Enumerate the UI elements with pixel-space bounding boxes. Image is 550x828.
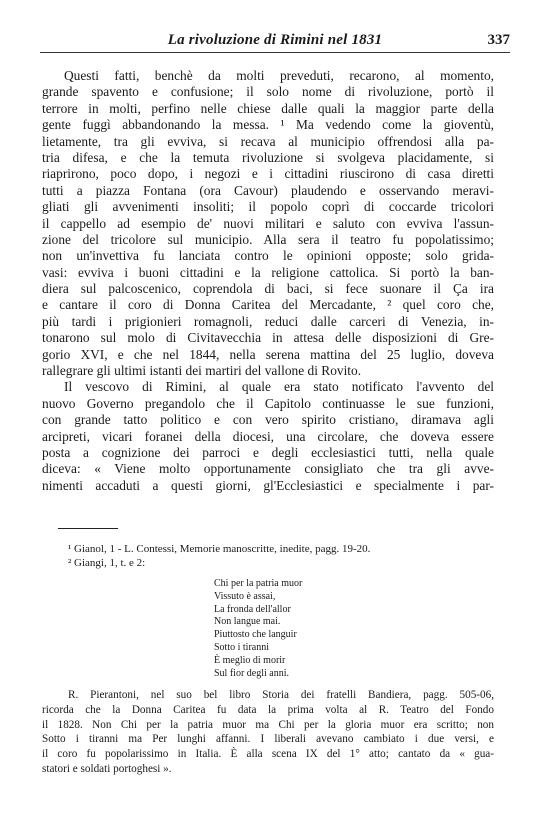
body-line: gente fuggì abbandonando la messa. ¹ Ma vedendo come la gioventù, [42,117,494,133]
body-line: e cantare il coro di Donna Caritea del Mercadante, ² quel coro che, [42,297,494,313]
poem-quote [214,578,302,680]
poem-line: Sul fior degli anni. [214,667,289,679]
note-line: statori e soldati portoghesi ». [42,762,172,775]
note-line: ricorda che la Donna Caritea fu data la prima volta al R. Teatro del Fondo [42,703,494,716]
body-line: arcipreti, vicari foranei della diocesi, una circolare, che doveva essere [42,428,494,444]
body-line: Il vescovo di Rimini, al quale era stato notificato l'avvento del [64,379,494,395]
main-text [42,68,494,494]
footnote-commentary [42,688,494,777]
poem-line: È meglio di morir [214,654,286,666]
poem-line: La fronda dell'allor [214,603,291,615]
body-line: riaprirono, poco dopo, i negozi e i cittadini riuscirono di casa diretti [42,166,494,182]
note-line: Sotto i tiranni ma Per lunghi affanni. I liberali avevano cambiato i due versi, e [42,733,494,746]
body-line: vasi: evviva i buoni cittadini e la religione cattolica. Si portò la ban- [42,264,494,280]
footnote-2: ² Giangi, 1, t. e 2: [68,557,146,569]
body-line: più tardi i prigionieri romagnoli, reduci dalle carceri di Venezia, in- [42,313,494,329]
note-line: il 1828. Non Chi per la patria muor ma Chi per la gloria muor era scritto; non [42,718,494,731]
body-line: con grande tatto politico e con vero spirito cristiano, diramava agli [42,412,494,428]
poem-line: Sotto i tiranni [214,641,269,653]
running-title: La rivoluzione di Rimini nel 1831 [167,32,383,48]
poem-line: Vissuto è assai, [214,590,276,602]
body-line: nuovo Governo pregandolo che il Capitolo continuasse le sue funzioni, [42,395,494,411]
footnotes [42,542,494,570]
body-line: zione del tricolore sul municipio. Alla sera il teatro fu popolatissimo; [42,231,494,247]
body-line: nimenti accaduti a questi giorni, gl'Ecclesiastici e specialmente i par- [42,477,494,493]
body-line: tria difesa, e che la temuta rivoluzione si svolgeva placidamente, si [42,149,494,165]
page-number: 337 [487,32,510,48]
body-line: gliati gli avvenimenti insoliti; il popolo coprì di coccarde tricolori [42,199,494,215]
poem-line: Chi per la patria muor [214,578,303,589]
note-line: R. Pierantoni, nel suo bel libro Storia dei fratelli Bandiera, pagg. 505-06, [68,689,494,701]
body-line: Questi fatti, benchè da molti preveduti, recarono, al momento, [64,68,494,83]
footnote-rule [58,528,118,529]
header-rule [40,52,510,53]
body-line: posta a cognizione dei parroci e degli ecclesiastici tutti, nella quale [42,444,494,460]
body-line: terrore in molti, perfino nelle chiese dalle quali la maggior parte della [42,100,494,116]
running-header [40,32,510,56]
body-line: gorio XVI, e che nel 1844, nella serena mattina del 25 luglio, doveva [42,346,494,362]
body-line: tutti a piazza Fontana (ora Cavour) plaudendo e osservando meravi- [42,182,494,198]
body-line: lietamente, tra gli evviva, si recava al municipio offrendosi alla pa- [42,133,494,149]
note-line: il coro fu popolarissimo in Italia. È alla scena IX del 1° atto; cantato da « gua- [42,748,494,761]
body-line: grande spavento e confusione; il solo nome di rivoluzione, portò il [42,84,494,100]
poem-line: Non langue mai. [214,616,281,628]
body-line: il cappello ad esempio de' nuovi militari e saluto con evviva l'assun- [42,215,494,231]
poem-line: Piuttosto che languir [214,629,297,641]
footnote-1: ¹ Gianol, 1 - L. Contessi, Memorie manoscritte, inedite, pagg. 19-20. [68,543,371,555]
body-line: non un'invettiva fu lanciata contro le opinioni opposte; solo grida- [42,248,494,264]
body-line: tonarono sul molo di Civitavecchia in attesa delle disposizioni di Gre- [42,330,494,346]
body-line: diceva: « Viene molto opportunamente consigliato che tra gli avve- [42,461,494,477]
body-line: diera sul palcoscenico, coprendola di baci, si fece suonare il Ça ira [42,281,494,297]
body-line: rallegrare gli ultimi istanti dei martiri del vallone di Rovito. [42,363,362,379]
